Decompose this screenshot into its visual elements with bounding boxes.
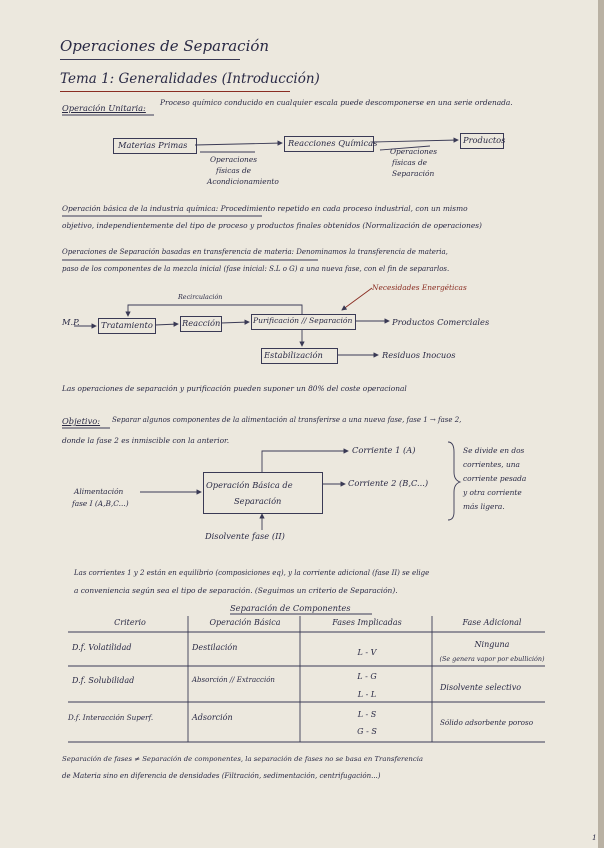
- table-header-phases: Fases Implicadas: [332, 618, 402, 627]
- topic-title: Tema 1: Generalidades (Introducción): [60, 71, 320, 87]
- row1-additional-1: Ninguna: [474, 640, 510, 649]
- solvent-label: Disolvente fase (II): [205, 531, 285, 541]
- flow1-arrow-1: [195, 143, 282, 145]
- treatment-arrow: [155, 324, 178, 325]
- footer-line-1: Separación de fases ≠ Separación de componentes, la separación de fases no se basa en Transferencia: [62, 755, 424, 763]
- separation-op-label-2: Separación: [234, 496, 282, 506]
- separation-note-1: Operaciones: [390, 147, 437, 156]
- table-header-criterion: Criterio: [114, 618, 146, 627]
- purification-label: Purificación // Separación: [253, 316, 353, 325]
- raw-materials-label: Materias Primas: [118, 140, 188, 150]
- row1-phase-1: L - V: [357, 648, 377, 657]
- basic-op-line-1: Operación básica de la industria química: Procedimiento repetido en cada proceso industrial, con un mismo: [62, 204, 468, 213]
- reactions-label: Reacciones Químicas: [288, 138, 378, 148]
- separation-op-label-1: Operación Básica de: [206, 480, 293, 490]
- energy-arrow: [342, 288, 372, 310]
- row2-phase-2: L - L: [357, 690, 377, 699]
- stream-2-label: Corriente 2 (B,C...): [348, 478, 429, 488]
- stabilization-label: Estabilización: [264, 350, 323, 360]
- row2-criterion: D.f. Solubilidad: [72, 676, 135, 685]
- row1-additional-2: (Se genera vapor por ebullición): [439, 655, 545, 663]
- objective-term: Objetivo:: [62, 416, 101, 426]
- page-title: Operaciones de Separación: [60, 37, 270, 55]
- row3-criterion: D.f. Interacción Superf.: [68, 713, 154, 722]
- side-note-1: Se divide en dos: [463, 446, 525, 455]
- side-note-5: más ligera.: [463, 502, 505, 511]
- products-label: Productos: [463, 135, 506, 145]
- recirculation-label: Recirculación: [178, 293, 223, 301]
- conditioning-note-1: Operaciones: [210, 155, 257, 164]
- mp-label: M.P.: [62, 317, 80, 327]
- side-note-3: corriente pesada: [463, 474, 527, 483]
- row2-operation: Absorción // Extracción: [192, 676, 275, 684]
- flow1-arrow-2: [372, 140, 458, 142]
- row1-criterion: D.f. Volatilidad: [72, 643, 132, 652]
- unit-op-term: Operación Unitaria:: [62, 103, 146, 113]
- sep-ops-line-1: Operaciones de Separación basadas en transferencia de materia: Denominamos la transferencia de materia,: [62, 248, 448, 256]
- treatment-label: Tratamiento: [101, 320, 153, 330]
- stream1-arrow: [262, 451, 348, 472]
- conditioning-note-3: Acondicionamiento: [207, 177, 279, 186]
- row1-operation: Destilación: [192, 643, 238, 652]
- page-number: 1: [592, 833, 597, 842]
- footer-line-2: de Materia sino en diferencia de densidades (Filtración, sedimentación, centrifugación...): [62, 772, 381, 780]
- separation-note-3: Separación: [392, 169, 435, 178]
- table-title: Separación de Componentes: [230, 603, 351, 613]
- table-header-additional: Fase Adicional: [462, 618, 522, 627]
- row2-phase-1: L - G: [357, 672, 377, 681]
- row3-phase-1: L - S: [357, 710, 377, 719]
- cost-note: Las operaciones de separación y purificación pueden suponer un 80% del coste operacional: [62, 384, 407, 393]
- side-note-4: y otra corriente: [463, 488, 522, 497]
- stream-1-label: Corriente 1 (A): [352, 445, 416, 455]
- energy-needs-label: Necesidades Energéticas: [372, 283, 467, 292]
- equilibrium-line-2: a conveniencia según sea el tipo de separación. (Seguimos un criterio de Separación).: [74, 586, 398, 595]
- objective-line-2: donde la fase 2 es inmiscible con la anterior.: [62, 436, 230, 445]
- separation-note-2: físicas de: [392, 158, 428, 167]
- flow1-under-2: [380, 146, 430, 150]
- feed-label-2: fase I (A,B,C...): [72, 499, 129, 508]
- table-header-operation: Operación Básica: [209, 618, 281, 627]
- row3-phase-2: G - S: [357, 727, 377, 736]
- side-note-2: corrientes, una: [463, 460, 520, 469]
- row3-additional: Sólido adsorbente poroso: [440, 718, 534, 727]
- reaction-arrow: [221, 322, 249, 323]
- unit-op-definition: Proceso químico conducido en cualquier escala puede descomponerse en una serie ordenada.: [160, 98, 513, 107]
- brace: [448, 442, 460, 520]
- objective-line-1: Separar algunos componentes de la alimentación al transferirse a una nueva fase, fase 1 → fase 2,: [112, 416, 462, 424]
- reaction-label: Reacción: [182, 318, 221, 328]
- row3-operation: Adsorción: [192, 713, 233, 722]
- row2-additional: Disolvente selectivo: [440, 683, 522, 692]
- basic-op-line-2: objetivo, independientemente del tipo de proceso y productos finales obtenidos (Normalización de operaciones): [62, 221, 482, 230]
- equilibrium-line-1: Las corrientes 1 y 2 están en equilibrio (composiciones eq), y la corriente adicional (fase II) se elige: [74, 569, 430, 577]
- recirculation-loop: [128, 305, 302, 316]
- waste-label: Residuos Inocuos: [382, 350, 456, 360]
- commercial-products-label: Productos Comerciales: [392, 317, 490, 327]
- feed-label-1: Alimentación: [74, 487, 124, 496]
- sep-ops-line-2: paso de los componentes de la mezcla inicial (fase inicial: S.L o G) a una nueva fase, con el fin de separarlos.: [62, 265, 450, 273]
- conditioning-note-2: físicas de: [216, 166, 252, 175]
